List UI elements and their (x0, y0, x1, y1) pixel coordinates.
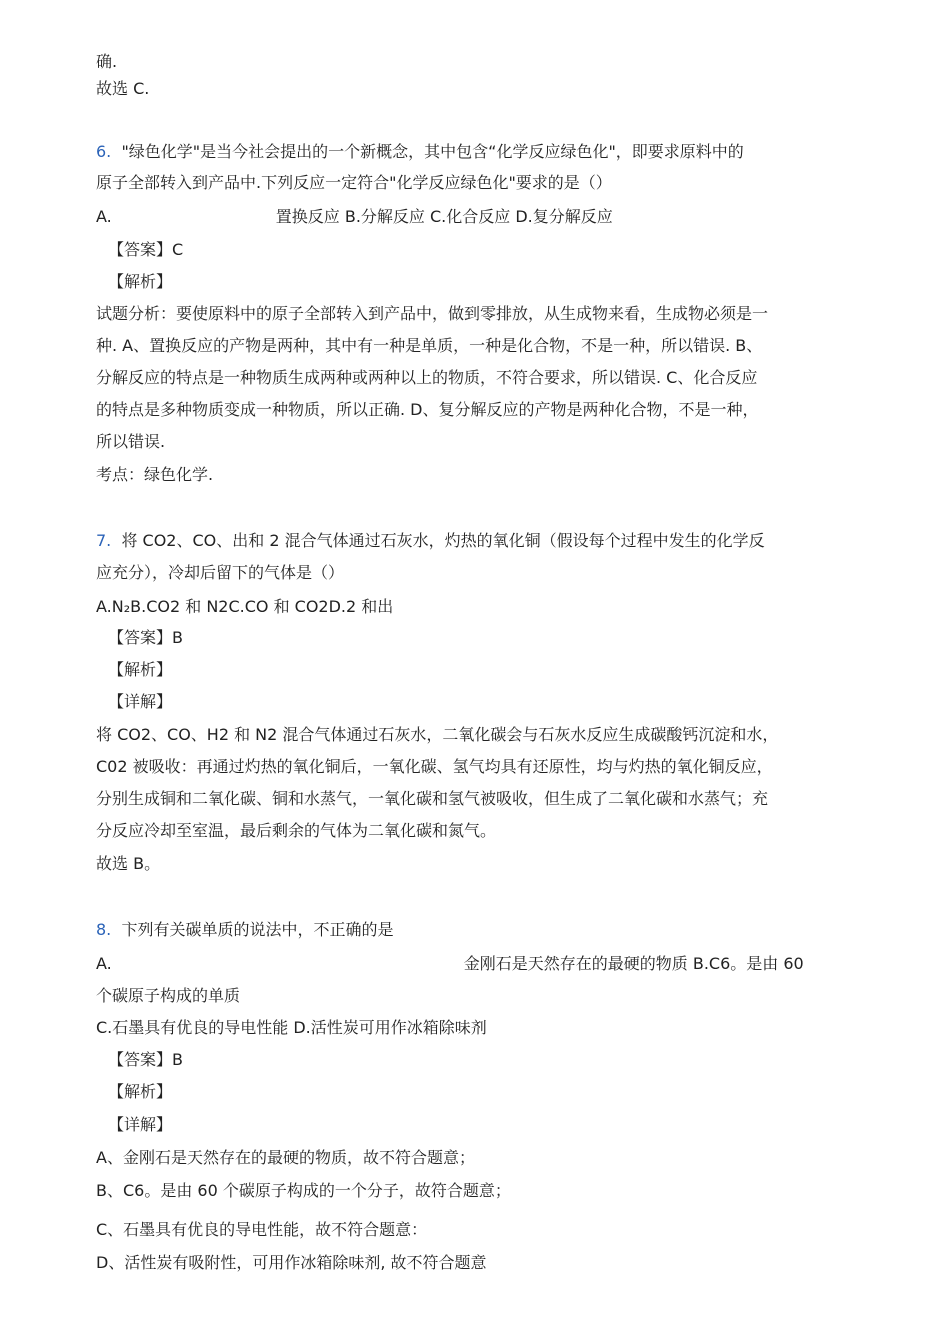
question-number: 7. (96, 531, 112, 550)
analysis-line: 种. A、置换反应的产物是两种，其中有一种是单质，一种是化合物，不是一种，所以错误. B、 (96, 336, 763, 355)
question-8-option-a (96, 953, 804, 975)
detail-line: 分反应冷却至室温，最后剩余的气体为二氧化碳和氮气。 (96, 821, 497, 840)
text-line: 故选 C. (96, 79, 150, 98)
analysis-line: 所以错误. (96, 432, 166, 451)
question-7-stem (96, 530, 765, 552)
detail-line: C、石墨具有优良的导电性能，故不符合题意： (96, 1220, 428, 1239)
question-8-options-cd: C.石墨具有优良的导电性能 D.活性炭可用作冰箱除味剂 (96, 1018, 487, 1037)
analysis-title: 【解析】 (108, 1082, 173, 1101)
question-text: "绿色化学"是当今社会提出的一个新概念，其中包含“化学反应绿色化"，即要求原料中的 (121, 142, 744, 161)
detail-title: 【详解】 (108, 1115, 173, 1134)
question-8-stem (96, 919, 393, 941)
question-text: 卞列有关碳单质的说法中，不正确的是 (121, 920, 394, 939)
text-line: 确. (96, 52, 118, 71)
answer-label: 【答案】B (108, 628, 183, 647)
analysis-line: 试题分析：要使原料中的原子全部转入到产品中，做到零排放，从生成物来看，生成物必须是一 (96, 304, 769, 323)
option-text: 置换反应 B.分解反应 C.化合反应 D.复分解反应 (275, 207, 613, 226)
option-text: 金刚石是天然存在的最硬的物质 B.C6。是由 60 (463, 954, 804, 973)
question-7-options: A.N₂B.CO2 和 N2C.CO 和 CO2D.2 和出 (96, 597, 394, 616)
detail-line: A、金刚石是天然存在的最硬的物质，故不符合题意； (96, 1148, 475, 1167)
detail-line: C02 被吸收：再通过灼热的氧化铜后，一氧化碳、氢气均具有还原性，均与灼热的氧化铜反应， (96, 757, 773, 776)
question-6-options (96, 206, 613, 228)
question-text: 应充分），冷却后留下的气体是（） (96, 563, 345, 582)
question-number: 6. (96, 142, 112, 161)
detail-title: 【详解】 (108, 692, 173, 711)
question-number: 8. (96, 920, 112, 939)
knowledge-point: 考点：绿色化学. (96, 465, 214, 484)
question-text: 原子全部转入到产品中.下列反应一定符合"化学反应绿色化"要求的是（） (96, 173, 612, 192)
answer-label: 【答案】C (108, 240, 184, 259)
option-label: A. (96, 207, 112, 226)
conclusion: 故选 B。 (96, 854, 161, 873)
option-label: A. (96, 954, 112, 973)
question-6-stem (96, 141, 744, 163)
analysis-line: 分解反应的特点是一种物质生成两种或两种以上的物质，不符合要求，所以错误. C、化合反应 (96, 368, 758, 387)
detail-line: B、C6。是由 60 个碳原子构成的一个分子，故符合题意； (96, 1181, 511, 1200)
detail-line: D、活性炭有吸附性，可用作冰箱除味剂, 故不符合题意 (96, 1253, 487, 1272)
question-text: 将 CO2、CO、出和 2 混合气体通过石灰水，灼热的氧化铜（假设每个过程中发生的化学反 (121, 531, 765, 550)
analysis-title: 【解析】 (108, 272, 173, 291)
answer-label: 【答案】B (108, 1050, 183, 1069)
analysis-title: 【解析】 (108, 660, 173, 679)
analysis-line: 的特点是多种物质变成一种物质，所以正确. D、复分解反应的产物是两种化合物，不是一种， (96, 400, 759, 419)
option-text: 个碳原子构成的单质 (96, 986, 241, 1005)
detail-line: 分别生成铜和二氧化碳、铜和水蒸气，一氧化碳和氢气被吸收，但生成了二氧化碳和水蒸气；充 (96, 789, 769, 808)
detail-line: 将 CO2、CO、H2 和 N2 混合气体通过石灰水，二氧化碳会与石灰水反应生成碳酸钙沉淀和水， (96, 725, 779, 744)
